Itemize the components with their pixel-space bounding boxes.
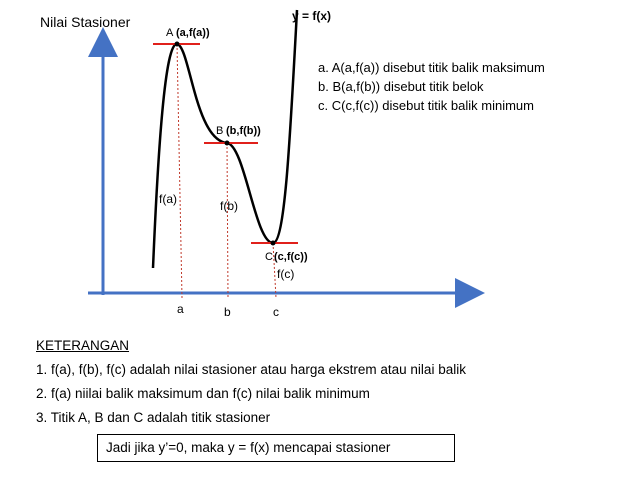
x-tick-c: c	[273, 305, 279, 319]
x-tick-b: b	[224, 305, 231, 319]
point-c-coord: (c,f(c))	[274, 251, 308, 263]
function-curve	[153, 10, 297, 268]
note-item: 1. f(a), f(b), f(c) adalah nilai stasioner atau harga ekstrem atau nilai balik	[36, 362, 466, 377]
legend-item: a. A(a,f(a)) disebut titik balik maksimum	[318, 60, 545, 75]
legend-item: c. C(c,f(c)) disebut titik balik minimum	[318, 98, 534, 113]
drop-line-a	[177, 44, 182, 298]
point-a-label: A	[166, 27, 174, 39]
drop-line-b	[227, 143, 228, 298]
legend-item: b. B(a,f(b)) disebut titik belok	[318, 79, 484, 94]
point-a-coord: (a,f(a))	[176, 27, 210, 39]
point-c-label: C	[265, 251, 273, 263]
value-label-c: f(c)	[277, 267, 295, 281]
point-b-label: B	[216, 125, 224, 137]
page-title: Nilai Stasioner	[40, 14, 131, 30]
point-legend	[318, 58, 545, 115]
notes-section	[36, 334, 466, 430]
point-b	[225, 141, 230, 146]
note-item: 3. Titik A, B dan C adalah titik stasioner	[36, 410, 271, 425]
point-c	[271, 241, 276, 246]
note-item: 2. f(a) niilai balik maksimum dan f(c) nilai balik minimum	[36, 386, 370, 401]
x-tick-a: a	[177, 302, 184, 316]
function-label: y = f(x)	[292, 9, 332, 23]
point-a	[175, 42, 180, 47]
value-label-a: f(a)	[159, 192, 177, 206]
notes-heading: KETERANGAN	[36, 338, 130, 353]
point-b-coord: (b,f(b))	[226, 125, 261, 137]
conclusion-box: Jadi jika y’=0, maka y = f(x) mencapai stasioner	[97, 434, 455, 462]
value-label-b: f(b)	[220, 199, 238, 213]
